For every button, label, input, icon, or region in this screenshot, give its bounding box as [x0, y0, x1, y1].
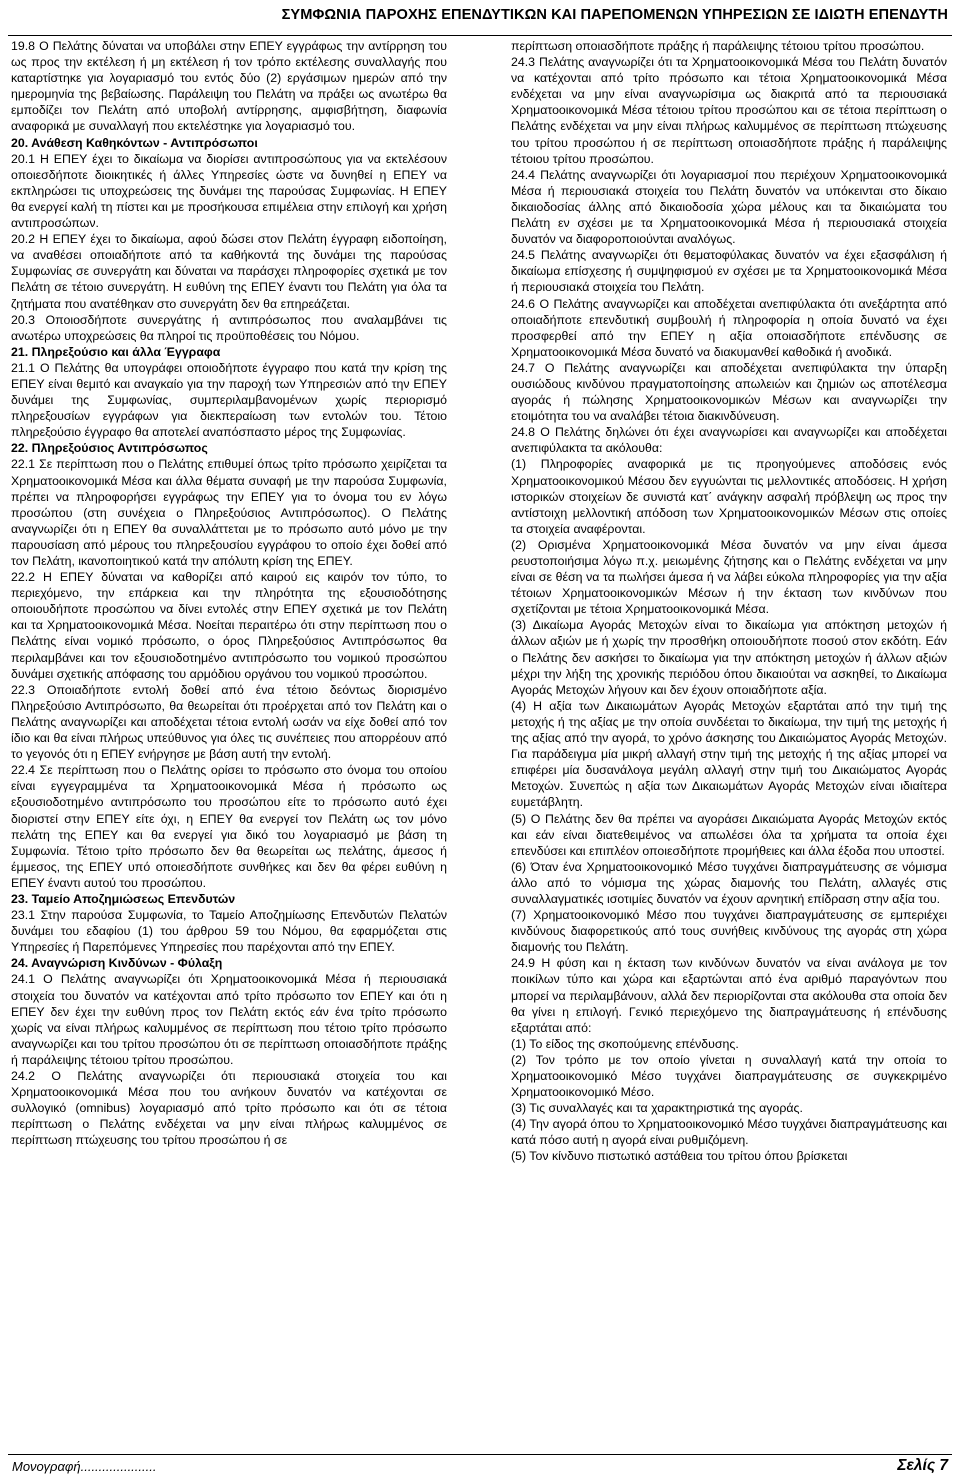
paragraph: 19.8 Ο Πελάτης δύναται να υποβάλει στην ΕΠΕΥ εγγράφως την αντίρρηση του ως προς την εκτέλεση ή μη εκτέλεση ή τον τρόπο εκτέλεσης συναλλαγής που καταρτίστηκε για λογαριασμό του εντός δύο (2) εργάσιμων ημερών από την ημερομηνία της βεβαίωσης. Παράλειψη του Πελάτη να πράξει ως ανωτέρω θα εμποδίζει τον Πελάτη από υποβολή αντίρρησης, αμφισβήτηση, διαφωνία αναφορικά με συναλλαγή που εκτελέστηκε για λογαριασμό του. — [11, 39, 447, 134]
paragraph: (3) Δικαίωμα Αγοράς Μετοχών είναι το δικαίωμα για απόκτηση μετοχών ή άλλων αξιών με ή χωρίς την προσθήκη οποιουδήποτε ποσού στον εκδότη. Εάν ο Πελάτης δεν ασκήσει το δικαίωμα για την απόκτηση μετοχών ή άλλων αξιών μέχρι την λήξη της χρονικής περιόδου όπου δικαιούται να ασκηθεί, το Δικαίωμα Αγοράς Μετοχών λήγουν και δεν έχουν οποιαδήποτε αξία. — [511, 618, 947, 697]
page-header — [0, 0, 960, 40]
section-heading: 21. Πληρεξούσιο και άλλα Έγγραφα — [11, 344, 221, 359]
paragraph: 20.3 Οποιοσδήποτε συνεργάτης ή αντιπρόσωπος που αναλαμβάνει τις ανωτέρω υποχρεώσεις θα πληροί τις προϋποθέσεις του Νόμου. — [11, 312, 447, 343]
footer-divider — [8, 1454, 952, 1455]
page-number: Σελίς 7 — [897, 1457, 948, 1474]
paragraph: 24.3 Πελάτης αναγνωρίζει ότι τα Χρηματοοικονομικά Μέσα του Πελάτη δυνατόν να κατέχονται από τρίτο πρόσωπο και τέτοια Χρηματοοικονομικά Μέσα ενδέχεται να μην είναι αναγνωρίσιμα ως διακριτά από τα περιουσιακά Χρηματοοικονομικά Μέσα τέτοιου τρίτου προσώπου και σε τέτοια περίπτωση ο Πελάτης ενδέχεται να μην είναι πλήρως καλυμμένος σε περίπτωση πτώχευσης του τρίτου προσώπου ή σε περίπτωση οποιασδήποτε πράξης ή παράλειψης τέτοιου τρίτου προσώπου. — [511, 55, 947, 166]
paragraph: (5) Ο Πελάτης δεν θα πρέπει να αγοράσει Δικαιώματα Αγοράς Μετοχών εκτός και εάν είναι διατεθειμένος να απωλέσει όλα τα χρήματα τα οποία έχει επενδύσει και επιπλέον οποιεσδήποτε προμήθειες και άλλα έξοδα που υποστεί. — [511, 811, 947, 858]
paragraph: 24.8 Ο Πελάτης δηλώνει ότι έχει αναγνωρίσει και αναγνωρίζει και αποδέχεται ανεπιφύλακτα τα ακόλουθα: — [511, 425, 947, 456]
paragraph: 21.1 Ο Πελάτης θα υπογράφει οποιοδήποτε έγγραφο που κατά την κρίση της ΕΠΕΥ είναι θεμιτό και αναγκαίο για την παροχή των Υπηρεσιών από την ΕΠΕΥ δυνάμει της Συμφωνίας, συμπεριλαμβανομένων χωρίς περιορισμό πληρεξουσίων εγγράφων για διεκπεραίωση των εντολών του. Τέτοιο πληρεξούσιο έγγραφο θα αποτελεί αναπόσπαστο μέρος της Συμφωνίας. — [11, 360, 447, 440]
paragraph: (1) Πληροφορίες αναφορικά με τις προηγούμενες αποδόσεις ενός Χρηματοοικονομικού Μέσου δεν εγγυώνται τις μελλοντικές αποδόσεις. Η χρήση ιστορικών στοιχείων δε συνιστά κατ΄ ανάγκην ασφαλή πρόβλεψη ως προς την αντίστοιχη μελλοντική απόδοση των Χρηματοοικονομικών Μέσων στις οποίες τα στοιχεία αναφέρονται. — [511, 457, 947, 536]
section-heading: 20. Ανάθεση Καθηκόντων - Αντιπρόσωποι — [11, 135, 258, 150]
paragraph: 22.2 Η ΕΠΕΥ δύναται να καθορίζει από καιρού εις καιρόν τον τύπο, το περιεχόμενο, την επάρκεια και την πληρότητα της εξουσιοδότησης οποιουδήποτε προσώπου να δίνει εντολές στην ΕΠΕΥ σχετικά με τον Πελάτη και τα Χρηματοοικονομικά Μέσα. Νοείται περαιτέρω ότι στην περίπτωση που ο Πελάτης είναι νομικό πρόσωπο, ο όρος Πληρεξούσιος Αντιπρόσωπος θα περιλαμβάνει και τον εξουσιοδοτημένο αντιπρόσωπο του νομικού προσώπου δυνάμει σχετικής απόφασης του αρμόδιου οργάνου του νομικού προσώπου. — [11, 570, 447, 681]
section-heading: 24. Αναγνώριση Κινδύνων - Φύλαξη — [11, 956, 223, 971]
paragraph: 23.1 Στην παρούσα Συμφωνία, το Ταμείο Αποζημίωσης Επενδυτών Πελατών δυνάμει του εδαφίου (1) του άρθρου 59 του Νόμου, θα εφαρμόζεται στις Υπηρεσίες ή Παρεπόμενες Υπηρεσίες που παρέχονται από την ΕΠΕΥ. — [11, 908, 447, 955]
paragraph: 20.1 Η ΕΠΕΥ έχει το δικαίωμα να διορίσει αντιπροσώπους για να εκτελέσουν οποιεσδήποτε διοικητικές ή άλλες Υπηρεσίες ώστε να δυνηθεί η ΕΠΕΥ να εκπληρώσει τις υποχρεώσεις της δυνάμει της παρούσας Συμφωνίας. Η ΕΠΕΥ θα ενεργεί καλή τη πίστει και με προσήκουσα επιμέλεια στην επιλογή και χρήση αντιπροσώπων. — [11, 151, 447, 231]
document-title: ΣΥΜΦΩΝΙΑ ΠΑΡΟΧΗΣ ΕΠΕΝΔΥΤΙΚΩΝ ΚΑΙ ΠΑΡΕΠΟΜΕΝΩΝ ΥΠΗΡΕΣΙΩΝ ΣΕ ΙΔΙΩΤΗ ΕΠΕΝΔΥΤΗ — [281, 7, 948, 23]
paragraph: (7) Χρηματοοικονομικό Μέσο που τυγχάνει διαπραγμάτευσης σε εμπεριέχει κινδύνους διαφορετικούς από τους συνήθεις κινδύνους της αγοράς στη χώρα διαμονής του Πελάτη. — [511, 908, 947, 955]
paragraph: 24.9 Η φύση και η έκταση των κινδύνων δυνατόν να είναι ανάλογα με τον ποικίλων τύπο και χώρα και εξαρτώνται από ένα αριθμό παραγόντων που μπορεί να περιλαμβάνουν, αλλά δεν περιορίζονται στα ακόλουθα στα οποία δεν θα γίνει η επιλογή. Γενικό περιεχόμενο της διαπραγμάτευσης ή επένδυσης εξαρτάται από: — [511, 956, 947, 1035]
paragraph: (4) Η αξία των Δικαιωμάτων Αγοράς Μετοχών εξαρτάται από την τιμή της μετοχής ή της αξίας με την οποία συνδέεται το δικαίωμα, την τιμή της μετοχής ή της αξίας από την αγορά, το χρόνο άσκησης του Δικαιώματος Αγοράς Μετοχών. Για παράδειγμα μία μικρή αλλαγή στην τιμή της μετοχής ή της αξίας μπορεί να επιφέρει μία δυσανάλογα μεγάλη αλλαγή στην τιμή του Δικαιώματος Αγοράς Μετοχών. Συνεπώς η αξία των Δικαιωμάτων Αγοράς Μετοχών είναι ιδιαίτερα ευμετάβλητη. — [511, 698, 947, 810]
paragraph: (2) Ορισμένα Χρηματοοικονομικά Μέσα δυνατόν να μην είναι άμεσα ρευστοποιήσιμα λόγω π.χ. μειωμένης ζήτησης και ο Πελάτης ενδέχεται να μην είναι σε θέση να τα πωλήσει άμεσα ή να λάβει εύκολα πληροφορίες για την αξία τέτοιων Χρηματοοικονομικών Μέσων ή την έκταση των κινδύνων που σχετίζονται με τέτοια Χρηματοοικονομικά Μέσα. — [511, 537, 947, 617]
paragraph: 22.4 Σε περίπτωση που ο Πελάτης ορίσει το πρόσωπο στο όνομα του οποίου είναι εγγεγραμμένα τα Χρηματοοικονομικά Μέσα ή πρόσωπο ως εξουσιοδοτημένο αντιπρόσωπο του προσώπου είτε το πρόσωπο αυτό έχει διοριστεί στην ΕΠΕΥ είτε όχι, η ΕΠΕΥ θα ενεργεί τον Πελάτη ως τον μόνο πελάτη της ΕΠΕΥ και θα ενεργεί για δικό του λογαριασμό με βάση τη Συμφωνία. Τέτοιο τρίτο πρόσωπο δεν θα θεωρείται ως πελάτης, άμεσος ή έμμεσος, της ΕΠΕΥ υπό οποιεσδήποτε συνθήκες και δεν θα φέρει ευθύνη η ΕΠΕΥ έναντι αυτού του προσώπου. — [11, 763, 447, 890]
section-heading: 22. Πληρεξούσιος Αντιπρόσωπος — [11, 441, 208, 456]
paragraph: (3) Τις συναλλαγές και τα χαρακτηριστικά της αγοράς. — [511, 1101, 803, 1116]
left-column — [11, 38, 447, 1148]
paragraph: (1) Το είδος της σκοπούμενης επένδυσης. — [511, 1036, 739, 1051]
section-heading: 23. Ταμείο Αποζημιώσεως Επενδυτών — [11, 891, 236, 906]
paragraph: 22.3 Οποιαδήποτε εντολή δοθεί από ένα τέτοιο δεόντως διορισμένο Πληρεξούσιο Αντιπρόσωπο, θα θεωρείται ότι προέρχεται από τον Πελάτη και ο Πελάτης αναγνωρίζει και αποδέχεται τέτοια εντολή ωσάν να είχε δοθεί από τον ίδιο και θα είναι πλήρως υπεύθυνος για όλες τις συνέπειες που απορρέουν από το γεγονός ότι η ΕΠΕΥ ενήργησε με βάση αυτή την εντολή. — [11, 682, 447, 762]
paragraph: 24.6 Ο Πελάτης αναγνωρίζει και αποδέχεται ανεπιφύλακτα ότι ανεξάρτητα από οποιαδήποτε επενδυτική συμβουλή ή πληροφορία η οποία δυνατό να έχει προσφερθεί από την ΕΠΕΥ η αξία οποιασδήποτε επένδυσης σε Χρηματοοικονομικά Μέσα δυνατό να διακυμανθεί καθοδικά ή ανοδικά. — [511, 296, 947, 359]
paragraph: 24.7 Ο Πελάτης αναγνωρίζει και αποδέχεται ανεπιφύλακτα την ύπαρξη ουσιώδους κινδύνου πραγματοποίησης απωλειών και ζημιών ως αποτέλεσμα αγοράς ή πώλησης Χρηματοοικονομικών Μέσων και αναγνωρίζει την ετοιμότητα του να αναλάβει τέτοια διακινδύνευση. — [511, 360, 947, 424]
paragraph: 24.5 Πελάτης αναγνωρίζει ότι θεματοφύλακας δυνατόν να έχει εξασφάλιση ή δικαίωμα επίσχεσης ή συμψηφισμού εν σχέσει με τα Χρηματοοικονομικά Μέσα ή περιουσιακά στοιχεία του Πελάτη. — [511, 248, 947, 295]
paragraph: 24.2 Ο Πελάτης αναγνωρίζει ότι περιουσιακά στοιχεία του και Χρηματοοικονομικά Μέσα που του ανήκουν δυνατόν να κατέχονται σε συλλογικό (omnibus) λογαριασμό από τρίτο πρόσωπο και ότι σε τέτοια περίπτωση ο Πελάτης ενδέχεται να μην είναι πλήρως καλυμμένος σε περίπτωση πτώχευσης του τρίτου προσώπου ή σε — [11, 1069, 447, 1148]
paragraph: (5) Τον κίνδυνο πιστωτικό αστάθεια του τρίτου όπου βρίσκεται — [511, 1149, 848, 1164]
paragraph: (6) Όταν ένα Χρηματοοικονομικό Μέσο τυγχάνει διαπραγμάτευσης σε νόμισμα άλλο από το νόμισμα της χώρας διαμονής του Πελάτη, αλλαγές στις συναλλαγματικές ισοτιμίες δυνατόν να έχουν αρνητική επίδραση στην αξία του. — [511, 859, 947, 906]
paragraph: 22.1 Σε περίπτωση που ο Πελάτης επιθυμεί όπως τρίτο πρόσωπο χειρίζεται τα Χρηματοοικονομικά Μέσα και άλλα θέματα συναφή με την παρούσα Συμφωνία, πρέπει να πληροφορήσει εγγράφως την ΕΠΕΥ για το όνομα του εν λόγω προσώπου (στη συνέχεια ο Πληρεξούσιος Αντιπρόσωπος). Ο Πελάτης αναγνωρίζει ότι η ΕΠΕΥ θα συναλλάττεται με το πρόσωπο αυτό μόνο με την παρουσίαση από μέρους του πληρεξουσίου εγγράφου το οποίο έχει δοθεί από τον Πελάτη, ικανοποιητικού κατά την απόλυτη κρίση της ΕΠΕΥ. — [11, 457, 447, 568]
paragraph: 24.4 Πελάτης αναγνωρίζει ότι λογαριασμοί που περιέχουν Χρηματοοικονομικά Μέσα ή περιουσιακά στοιχεία του Πελάτη δυνατόν να υπόκεινται στο δίκαιο δικαιοδοσίας άλλης από δικαιοδοσία χώρα μέλους και τα δικαιώματα του Πελάτη εν σχέσει με τα Χρηματοοικονομικά Μέσα ή περιουσιακά στοιχεία δυνατόν να διαφοροποιούνται αναλόγως. — [511, 167, 947, 247]
paragraph: 24.1 Ο Πελάτης αναγνωρίζει ότι Χρηματοοικονομικά Μέσα ή περιουσιακά στοιχεία του δυνατόν να κατέχονται από τρίτο πρόσωπο τον ΕΠΕΥ και ότι η ΕΠΕΥ δεν έχει την ευθύνη προς τον Πελάτη εκτός εάν ένα τρίτο πρόσωπο χωρίς να είναι πλήρως καλυμμένος σε περίπτωση που τέτοιο τρίτο πρόσωπο αναγνωρίζει και του τρίτου προσώπου ότι σε περίπτωση οποιασδήποτε πράξης ή παράλειψης τέτοιου τρίτου προσώπου. — [11, 972, 447, 1067]
header-divider — [8, 35, 952, 36]
document-body — [11, 38, 949, 1442]
paragraph: (2) Τον τρόπο με τον οποίο γίνεται η συναλλαγή κατά την οποία το Χρηματοοικονομικό Μέσο τυγχάνει διαπραγμάτευσης σε συγκεκριμένο Χρηματοοικονομικό Μέσο. — [511, 1052, 947, 1100]
right-column — [511, 38, 947, 1165]
paragraph: (4) Την αγορά όπου το Χρηματοοικονομικό Μέσο τυγχάνει διαπραγμάτευσης και κατά πόσο αυτή η αγορά είναι ρυθμιζόμενη. — [511, 1117, 947, 1148]
paragraph: 20.2 Η ΕΠΕΥ έχει το δικαίωμα, αφού δώσει στον Πελάτη έγγραφη ειδοποίηση, να αναθέσει οποιαδήποτε από τα καθήκοντά της δυνάμει της παρούσας Συμφωνίας σε συνεργάτη και δύναται να παράσχει πληροφορίες σχετικά με τον Πελάτη σε τέτοιο συνεργάτη. Η ευθύνη της ΕΠΕΥ έναντι του Πελάτη για όλα τα ζητήματα που ανατέθηκαν στο συνεργάτη δεν θα επηρεάζεται. — [11, 232, 447, 311]
paragraph: περίπτωση οποιασδήποτε πράξης ή παράλειψης τέτοιου τρίτου προσώπου. — [511, 39, 925, 53]
page-footer — [0, 1446, 960, 1476]
initials-field: Μονογραφή..................... — [12, 1459, 157, 1474]
